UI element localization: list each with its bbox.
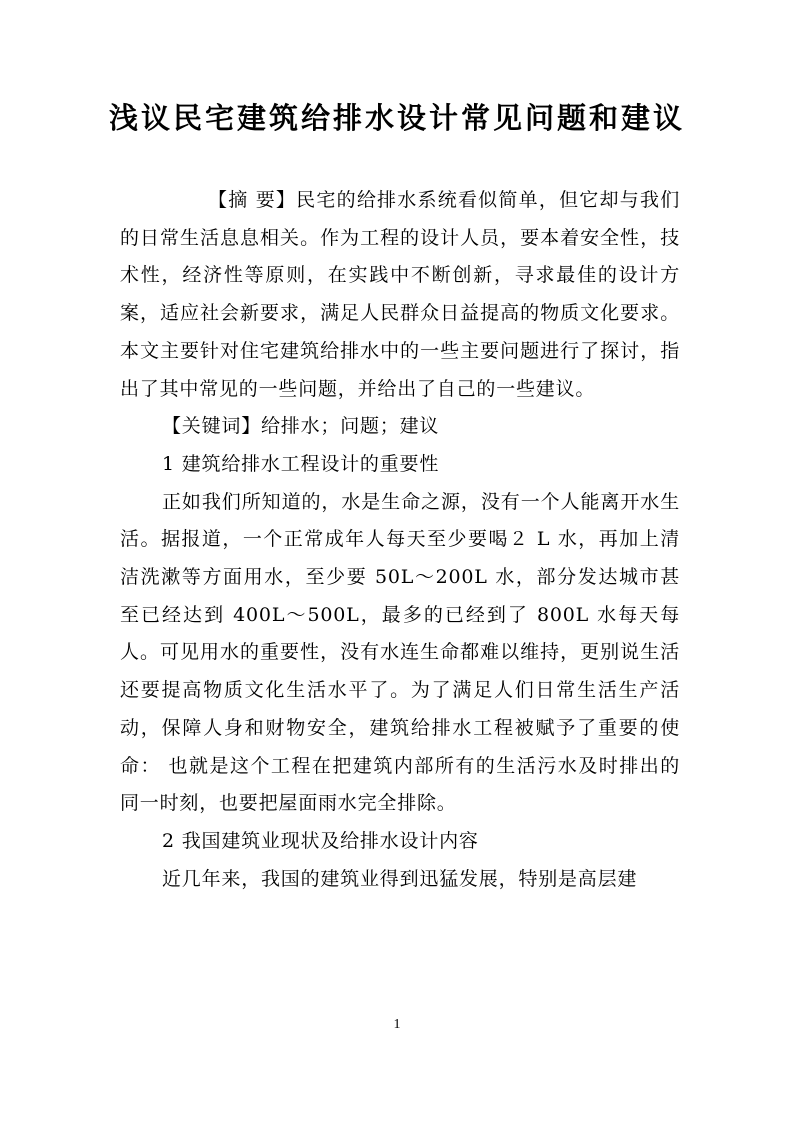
document-body	[120, 182, 680, 898]
abstract-paragraph: 【摘 要】民宅的给排水系统看似简单，但它却与我们的日常生活息息相关。作为工程的设计人员，要本着安全性，技术性，经济性等原则，在实践中不断创新，寻求最佳的设计方案，适应社会新要求，满足人民群众日益提高的物质文化要求。本文主要针对住宅建筑给排水中的一些主要问题进行了探讨，指出了其中常见的一些问题，并给出了自己的一些建议。	[120, 189, 680, 400]
document-title: 浅议民宅建筑给排水设计常见问题和建议	[108, 101, 685, 135]
section-1-paragraph: 正如我们所知道的，水是生命之源，没有一个人能离开水生活。据报道，一个正常成年人每天至少要喝２ L 水，再加上清洁洗漱等方面用水，至少要 50L～200L 水，部分发达城市甚至已经达到 400L～500L，最多的已经到了 800L 水每天每人。可见用水的重要性，没有水连生命都难以维持，更别说生活还要提高物质文化生活水平了。为了满足人们日常生活生产活动，保障人身和财物安全，建筑给排水工程被赋予了重要的使命： 也就是这个工程在把建筑内部所有的生活污水及时排出的同一时刻，也要把屋面雨水完全排除。	[120, 490, 680, 815]
keywords-line: 【关键词】给排水；问题；建议	[162, 415, 440, 438]
section-2-paragraph: 近几年来，我国的建筑业得到迅猛发展，特别是高层建	[162, 867, 638, 890]
section-2-heading: 2 我国建筑业现状及给排水设计内容	[162, 829, 479, 852]
page-number: 1	[393, 1017, 401, 1032]
section-1-heading: 1 建筑给排水工程设计的重要性	[162, 452, 440, 475]
